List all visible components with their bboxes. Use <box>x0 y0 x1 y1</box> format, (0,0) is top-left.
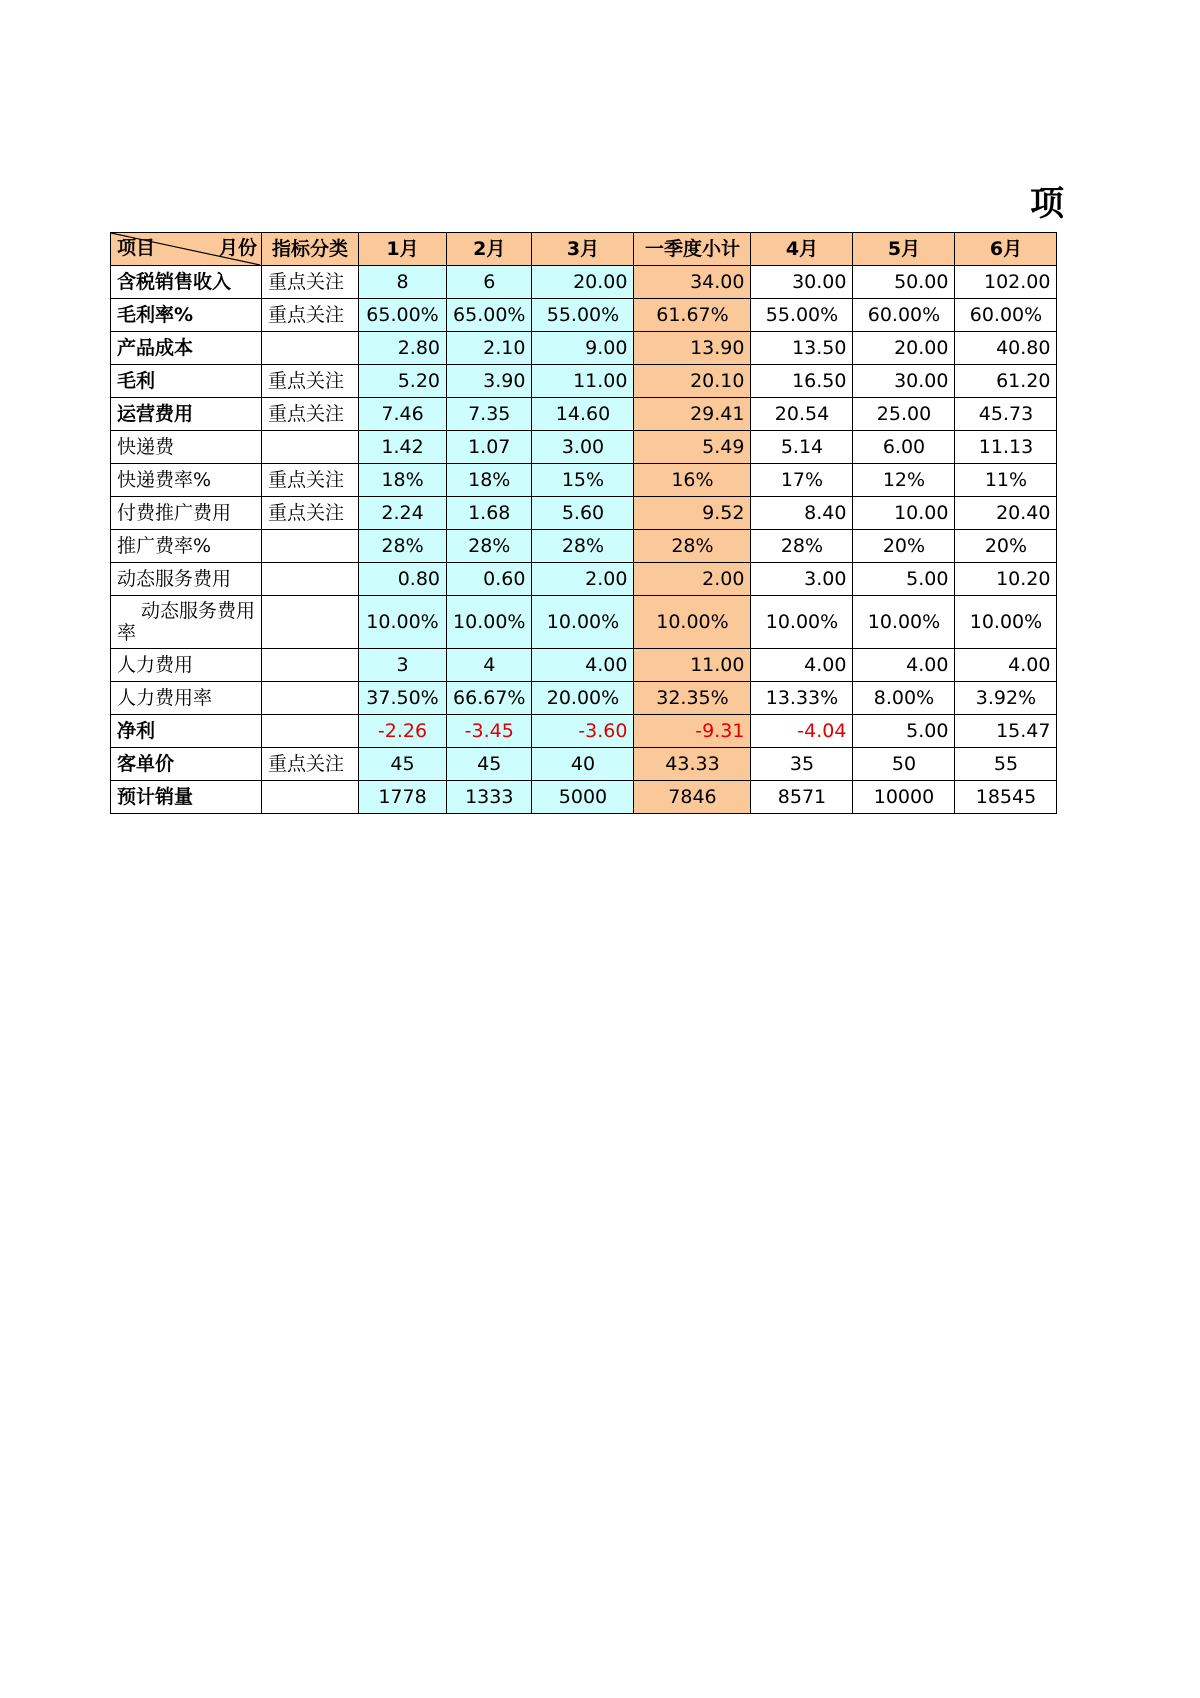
table-row <box>111 748 1057 781</box>
value-cell: 55 <box>955 748 1057 781</box>
table-row <box>111 530 1057 563</box>
value-cell: 20% <box>853 530 955 563</box>
value-cell: 15.47 <box>955 715 1057 748</box>
value-cell: 2.24 <box>359 497 447 530</box>
value-cell: 4.00 <box>853 649 955 682</box>
value-cell: 7.35 <box>447 398 532 431</box>
table-row <box>111 464 1057 497</box>
category-cell: 重点关注 <box>262 266 359 299</box>
value-cell: 5.60 <box>532 497 634 530</box>
value-cell: 37.50% <box>359 682 447 715</box>
row-label: 运营费用 <box>111 398 262 431</box>
row-label <box>111 596 262 649</box>
value-cell: 2.10 <box>447 332 532 365</box>
row-label: 人力费用 <box>111 649 262 682</box>
value-cell: 40.80 <box>955 332 1057 365</box>
negative-value-cell: -4.04 <box>751 715 853 748</box>
table-row <box>111 682 1057 715</box>
category-cell <box>262 530 359 563</box>
value-cell: 3.00 <box>532 431 634 464</box>
category-cell: 重点关注 <box>262 299 359 332</box>
subtotal-cell: 9.52 <box>634 497 751 530</box>
value-cell: 5.00 <box>853 715 955 748</box>
value-cell: 5.00 <box>853 563 955 596</box>
value-cell: 10.00% <box>447 596 532 649</box>
subtotal-cell: 10.00% <box>634 596 751 649</box>
value-cell: 3.92% <box>955 682 1057 715</box>
value-cell: 20.00% <box>532 682 634 715</box>
value-cell: 3.90 <box>447 365 532 398</box>
value-cell: 65.00% <box>447 299 532 332</box>
value-cell: 61.20 <box>955 365 1057 398</box>
value-cell: 45.73 <box>955 398 1057 431</box>
value-cell: 102.00 <box>955 266 1057 299</box>
value-cell: 13.33% <box>751 682 853 715</box>
subtotal-cell: 61.67% <box>634 299 751 332</box>
value-cell: 0.80 <box>359 563 447 596</box>
value-cell: 45 <box>359 748 447 781</box>
value-cell: 65.00% <box>359 299 447 332</box>
row-label: 付费推广费用 <box>111 497 262 530</box>
corner-month-label: 月份 <box>219 237 258 259</box>
value-cell: 16.50 <box>751 365 853 398</box>
value-cell: 10.00% <box>359 596 447 649</box>
value-cell: 2.00 <box>532 563 634 596</box>
value-cell: 13.50 <box>751 332 853 365</box>
value-cell: 6.00 <box>853 431 955 464</box>
month-header-may: 5月 <box>853 233 955 266</box>
table-row <box>111 715 1057 748</box>
value-cell: 10.00% <box>532 596 634 649</box>
category-cell: 重点关注 <box>262 497 359 530</box>
row-label-line1: 动态服务费用 <box>141 600 256 622</box>
row-label: 产品成本 <box>111 332 262 365</box>
table-row <box>111 299 1057 332</box>
value-cell: 20.00 <box>532 266 634 299</box>
value-cell: 1.42 <box>359 431 447 464</box>
negative-value-cell: -3.60 <box>532 715 634 748</box>
value-cell: 3 <box>359 649 447 682</box>
category-cell <box>262 596 359 649</box>
value-cell: 15% <box>532 464 634 497</box>
value-cell: 28% <box>532 530 634 563</box>
category-cell <box>262 781 359 814</box>
value-cell: 25.00 <box>853 398 955 431</box>
value-cell: 20.00 <box>853 332 955 365</box>
table-row <box>111 781 1057 814</box>
subtotal-cell: 32.35% <box>634 682 751 715</box>
profit-forecast-table <box>110 232 1057 814</box>
value-cell: 4.00 <box>751 649 853 682</box>
row-label: 推广费率% <box>111 530 262 563</box>
subtotal-cell: 7846 <box>634 781 751 814</box>
value-cell: 40 <box>532 748 634 781</box>
category-cell <box>262 649 359 682</box>
value-cell: 8.00% <box>853 682 955 715</box>
value-cell: 14.60 <box>532 398 634 431</box>
value-cell: 60.00% <box>955 299 1057 332</box>
month-header-apr: 4月 <box>751 233 853 266</box>
value-cell: 12% <box>853 464 955 497</box>
value-cell: 20.54 <box>751 398 853 431</box>
category-cell: 重点关注 <box>262 748 359 781</box>
value-cell: 10.00% <box>853 596 955 649</box>
table-row <box>111 431 1057 464</box>
value-cell: 60.00% <box>853 299 955 332</box>
subtotal-cell: 16% <box>634 464 751 497</box>
value-cell: 5.20 <box>359 365 447 398</box>
category-cell <box>262 563 359 596</box>
value-cell: 50.00 <box>853 266 955 299</box>
row-label: 毛利 <box>111 365 262 398</box>
category-cell <box>262 682 359 715</box>
value-cell: 7.46 <box>359 398 447 431</box>
category-header: 指标分类 <box>262 233 359 266</box>
corner-header-cell <box>111 233 262 266</box>
subtotal-cell: 29.41 <box>634 398 751 431</box>
corner-item-label: 项目 <box>117 237 156 259</box>
table-row <box>111 365 1057 398</box>
table-row <box>111 649 1057 682</box>
value-cell: 28% <box>359 530 447 563</box>
value-cell: 11.13 <box>955 431 1057 464</box>
q1-subtotal-header: 一季度小计 <box>634 233 751 266</box>
subtotal-cell: 28% <box>634 530 751 563</box>
subtotal-cell: 2.00 <box>634 563 751 596</box>
row-label-line2: 率 <box>117 622 137 644</box>
month-header-jan: 1月 <box>359 233 447 266</box>
category-cell: 重点关注 <box>262 365 359 398</box>
row-label: 客单价 <box>111 748 262 781</box>
value-cell: 10.00% <box>955 596 1057 649</box>
subtotal-cell: 13.90 <box>634 332 751 365</box>
value-cell: 50 <box>853 748 955 781</box>
row-label: 动态服务费用 <box>111 563 262 596</box>
category-cell <box>262 431 359 464</box>
value-cell: 55.00% <box>532 299 634 332</box>
row-label: 毛利率% <box>111 299 262 332</box>
value-cell: 55.00% <box>751 299 853 332</box>
table-row <box>111 596 1057 649</box>
table-row <box>111 332 1057 365</box>
value-cell: 30.00 <box>751 266 853 299</box>
row-label: 净利 <box>111 715 262 748</box>
value-cell: 10.00% <box>751 596 853 649</box>
value-cell: 5.14 <box>751 431 853 464</box>
value-cell: 20.40 <box>955 497 1057 530</box>
value-cell: 6 <box>447 266 532 299</box>
subtotal-cell: 5.49 <box>634 431 751 464</box>
subtotal-cell: 20.10 <box>634 365 751 398</box>
category-cell: 重点关注 <box>262 398 359 431</box>
subtotal-cell: 34.00 <box>634 266 751 299</box>
month-header-feb: 2月 <box>447 233 532 266</box>
value-cell: 5000 <box>532 781 634 814</box>
value-cell: 11% <box>955 464 1057 497</box>
value-cell: 30.00 <box>853 365 955 398</box>
value-cell: 45 <box>447 748 532 781</box>
negative-subtotal-cell: -9.31 <box>634 715 751 748</box>
value-cell: 28% <box>751 530 853 563</box>
month-header-mar: 3月 <box>532 233 634 266</box>
value-cell: 8.40 <box>751 497 853 530</box>
month-header-jun: 6月 <box>955 233 1057 266</box>
value-cell: 18% <box>447 464 532 497</box>
value-cell: 0.60 <box>447 563 532 596</box>
table-row <box>111 563 1057 596</box>
value-cell: 4 <box>447 649 532 682</box>
table-row <box>111 398 1057 431</box>
value-cell: 18545 <box>955 781 1057 814</box>
row-label: 人力费用率 <box>111 682 262 715</box>
value-cell: 8571 <box>751 781 853 814</box>
value-cell: 2.80 <box>359 332 447 365</box>
category-cell <box>262 332 359 365</box>
category-cell <box>262 715 359 748</box>
value-cell: 10000 <box>853 781 955 814</box>
value-cell: 20% <box>955 530 1057 563</box>
row-label: 含税销售收入 <box>111 266 262 299</box>
value-cell: 10.00 <box>853 497 955 530</box>
value-cell: 18% <box>359 464 447 497</box>
value-cell: 11.00 <box>532 365 634 398</box>
category-cell: 重点关注 <box>262 464 359 497</box>
value-cell: 28% <box>447 530 532 563</box>
value-cell: 1.07 <box>447 431 532 464</box>
row-label: 预计销量 <box>111 781 262 814</box>
value-cell: 9.00 <box>532 332 634 365</box>
value-cell: 66.67% <box>447 682 532 715</box>
table-row <box>111 497 1057 530</box>
header-row <box>111 233 1057 266</box>
value-cell: 1333 <box>447 781 532 814</box>
value-cell: 4.00 <box>955 649 1057 682</box>
value-cell: 35 <box>751 748 853 781</box>
subtotal-cell: 43.33 <box>634 748 751 781</box>
value-cell: 1778 <box>359 781 447 814</box>
value-cell: 8 <box>359 266 447 299</box>
table-row <box>111 266 1057 299</box>
row-label: 快递费率% <box>111 464 262 497</box>
negative-value-cell: -3.45 <box>447 715 532 748</box>
subtotal-cell: 11.00 <box>634 649 751 682</box>
value-cell: 17% <box>751 464 853 497</box>
value-cell: 4.00 <box>532 649 634 682</box>
value-cell: 10.20 <box>955 563 1057 596</box>
negative-value-cell: -2.26 <box>359 715 447 748</box>
value-cell: 3.00 <box>751 563 853 596</box>
report-title-fragment: 项 <box>1030 184 1064 224</box>
value-cell: 1.68 <box>447 497 532 530</box>
row-label: 快递费 <box>111 431 262 464</box>
